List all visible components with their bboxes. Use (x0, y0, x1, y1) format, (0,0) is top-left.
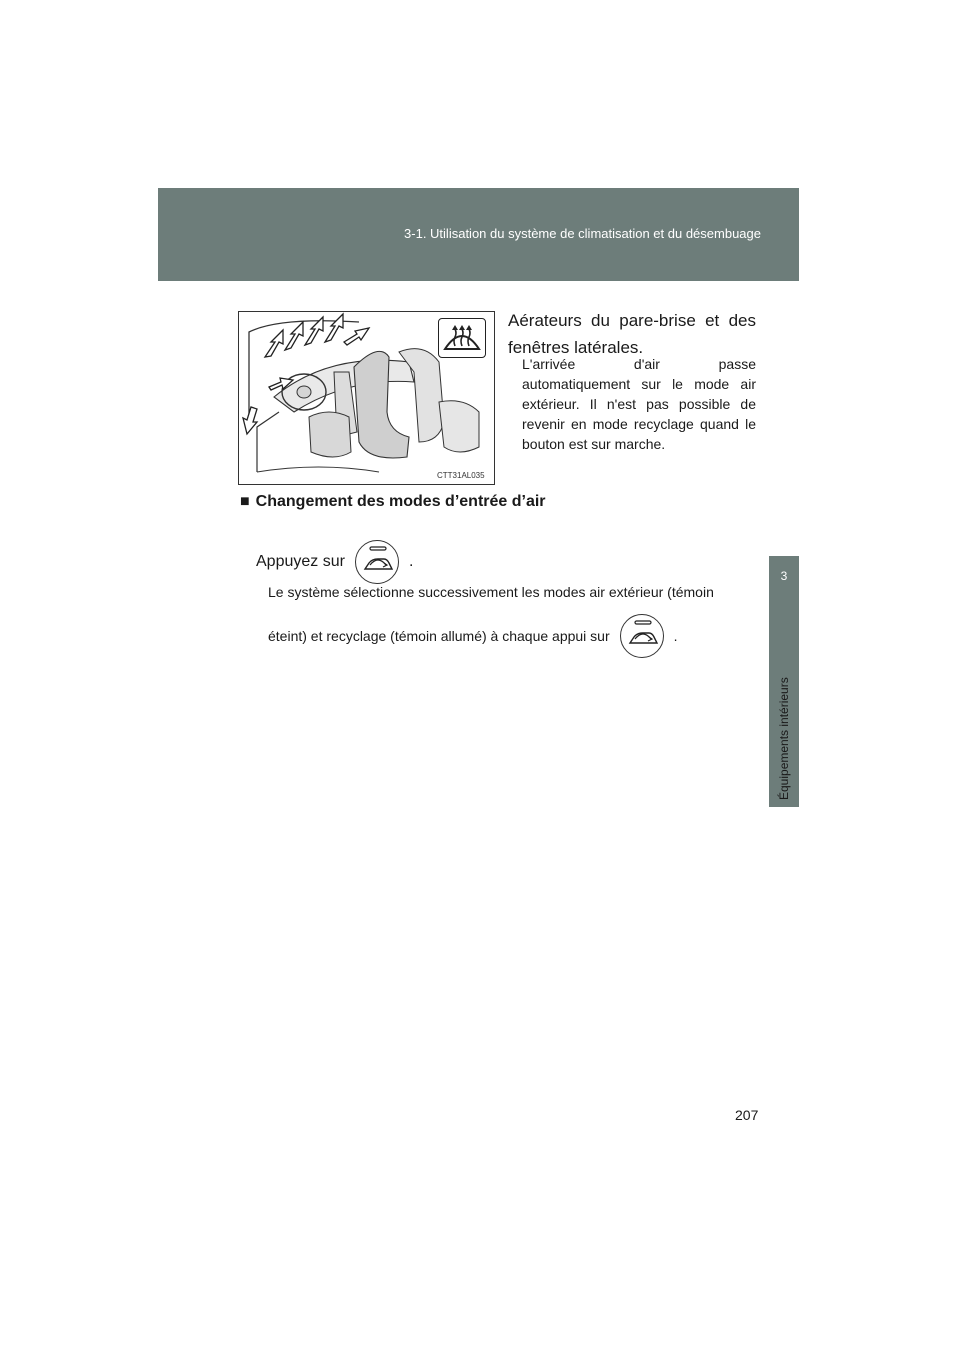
press-suffix: . (408, 553, 414, 570)
air-recirculation-icon (621, 615, 665, 659)
press-prefix: Appuyez sur (256, 553, 345, 570)
car-interior-illustration (238, 311, 495, 485)
air-intake-heading-text: Changement des modes d’entrée d’air (255, 493, 546, 510)
windshield-defog-icon (438, 318, 486, 358)
side-tab-number: 3 (780, 569, 788, 583)
section-bullet: ■ (240, 493, 250, 510)
header-band (158, 188, 799, 281)
defog-heading: Aérateurs du pare-brise et des fenêtres latérales. (508, 311, 756, 357)
defog-description: L'arrivée d'air passe automatiquement sur le mode air extérieur. Il n'est pas possible de revenir en mode recyclage quand le bouton est sur marche. (522, 356, 756, 452)
press-instruction (256, 540, 413, 584)
figure-code: CTT31AL035 (437, 471, 485, 480)
air-recirculation-button (355, 540, 399, 584)
note-line2-prefix: éteint) et recyclage (témoin allumé) à chaque appui sur (268, 628, 610, 644)
page-number: 207 (735, 1107, 759, 1123)
air-recirculation-button-inline (620, 614, 664, 658)
air-intake-note-line1: Le système sélectionne successivement les modes air extérieur (témoin (268, 584, 714, 600)
air-intake-heading (240, 493, 546, 511)
air-recirculation-icon (356, 541, 400, 585)
note-line2-suffix: . (673, 628, 678, 644)
air-intake-note-line2 (268, 614, 678, 658)
header-title: 3-1. Utilisation du système de climatisation et du désembuage (404, 226, 761, 241)
side-tab-label: Équipements intérieurs (777, 677, 791, 800)
